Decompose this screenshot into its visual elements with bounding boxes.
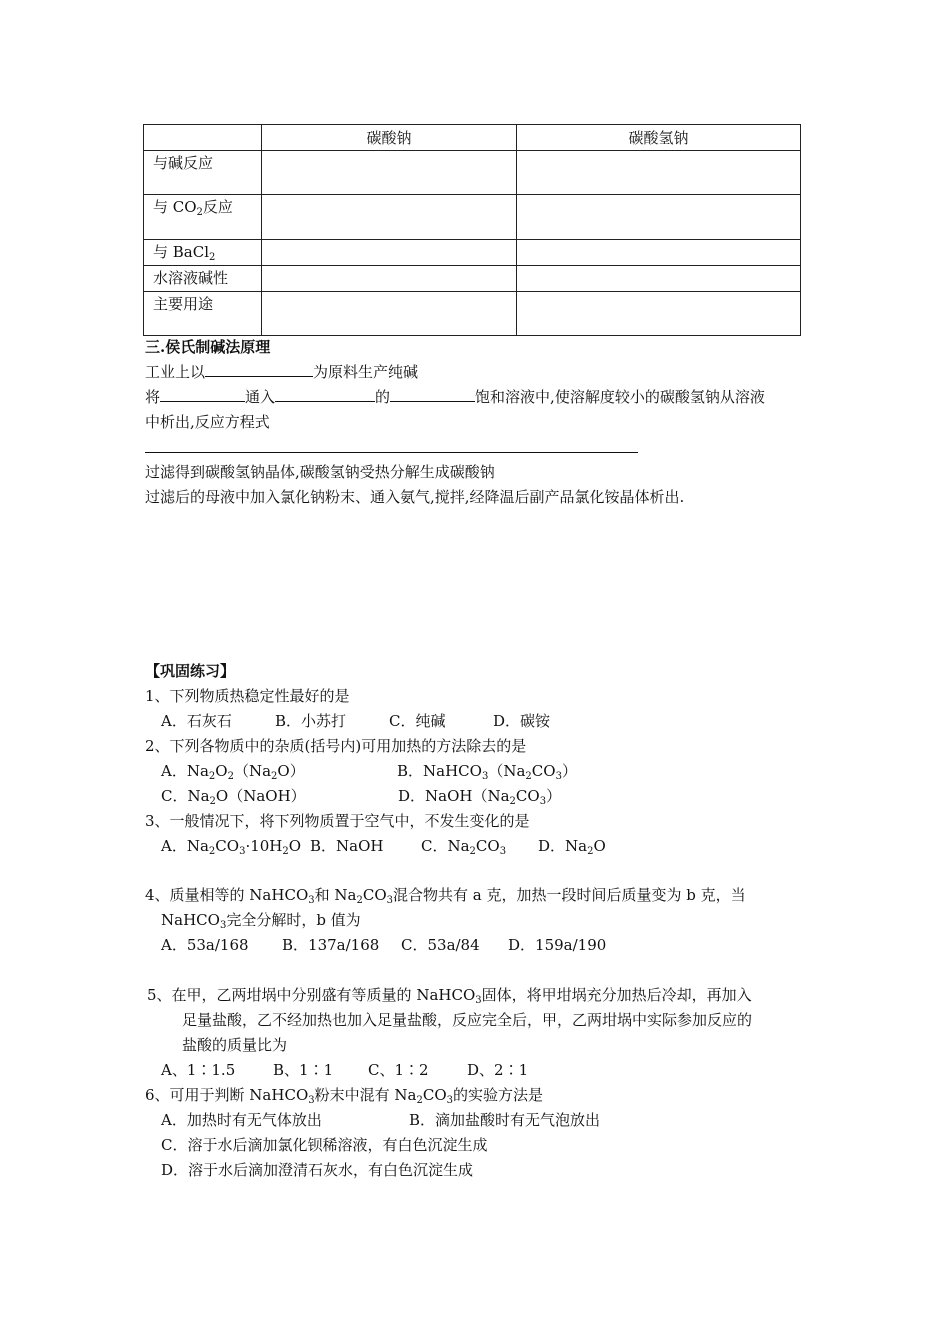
question-4-stem-line1: 4、质量相等的 NaHCO$_3$和 $Na_2CO_3$混合物共有 a 克，加热一段时间后质量变为 b 克，当 [145, 886, 746, 906]
q5-option-c[interactable]: C、1∶2 [368, 1061, 429, 1079]
question-2-stem: 2、下列各物质中的杂质(括号内)可用加热的方法除去的是 [145, 737, 527, 755]
q2-option-d[interactable]: D．$NaOH(Na_2CO_3)$ [398, 787, 562, 807]
answer-cell[interactable] [262, 266, 517, 292]
comparison-table [143, 124, 801, 336]
answer-cell[interactable] [262, 240, 517, 266]
practice-title: 【巩固练习】 [145, 662, 236, 680]
table-row [144, 151, 801, 195]
q3-option-c[interactable]: C．$Na_2CO_3$ [421, 837, 507, 857]
answer-cell[interactable] [262, 292, 517, 336]
section3-line3: 中析出,反应方程式 [145, 413, 270, 431]
answer-cell[interactable] [517, 266, 801, 292]
question-6-stem: 6、可用于判断 NaHCO$_3$粉末中混有 $Na_2CO_3$的实验方法是 [145, 1086, 544, 1106]
table-row [144, 266, 801, 292]
q1-option-c[interactable]: C．纯碱 [389, 712, 446, 730]
q4-option-a[interactable]: A．53a/168 [161, 936, 249, 954]
row-label-uses: 主要用途 [144, 292, 262, 336]
answer-cell[interactable] [517, 151, 801, 195]
q6-option-d[interactable]: D．溶于水后滴加澄清石灰水，有白色沉淀生成 [161, 1161, 474, 1179]
q1-option-b[interactable]: B．小苏打 [275, 712, 347, 730]
table-row [144, 195, 801, 240]
q5-option-a[interactable]: A、1∶1.5 [161, 1061, 236, 1079]
q5-option-d[interactable]: D、2∶1 [467, 1061, 529, 1079]
fill-blank[interactable] [205, 362, 313, 377]
section3-line2: 将 通入 的 饱和溶液中,使溶解度较小的碳酸氢钠从溶液 [145, 388, 765, 406]
answer-cell[interactable] [262, 151, 517, 195]
q4-option-c[interactable]: C．53a/84 [401, 936, 480, 954]
question-4-stem-line2: NaHCO$_3$完全分解时，b 值为 [161, 911, 361, 931]
q2-option-a[interactable]: A．$Na_2O_2(Na_2O)$ [161, 762, 305, 782]
section3-title: 三.侯氏制碱法原理 [145, 338, 271, 356]
question-5-stem-line2: 足量盐酸，乙不经加热也加入足量盐酸，反应完全后，甲，乙两坩埚中实际参加反应的 [182, 1011, 753, 1029]
fill-blank[interactable] [160, 387, 245, 402]
answer-cell[interactable] [517, 195, 801, 240]
q6-option-b[interactable]: B．滴加盐酸时有无气泡放出 [409, 1111, 601, 1129]
section3-line1: 工业上以 为原料生产纯碱 [145, 363, 419, 381]
q6-option-c[interactable]: C．溶于水后滴加氯化钡稀溶液，有白色沉淀生成 [161, 1136, 488, 1154]
table-row [144, 292, 801, 336]
table-header-row [144, 125, 801, 151]
fill-blank[interactable] [390, 387, 475, 402]
answer-cell[interactable] [517, 240, 801, 266]
section3-line4: 过滤得到碳酸氢钠晶体,碳酸氢钠受热分解生成碳酸钠 [145, 463, 495, 481]
question-1-stem: 1、下列物质热稳定性最好的是 [145, 687, 350, 705]
row-label-basicity: 水溶液碱性 [144, 266, 262, 292]
header-cell-empty [144, 125, 262, 151]
q1-option-a[interactable]: A．石灰石 [161, 712, 232, 730]
header-cell-sodium-carbonate: 碳酸钠 [262, 125, 517, 151]
answer-cell[interactable] [517, 292, 801, 336]
q3-option-a[interactable]: A．$Na_2CO_3\cdot 10H_2O$ [161, 837, 302, 857]
q3-option-d[interactable]: D．$Na_2O$ [538, 837, 606, 857]
table-row [144, 240, 801, 266]
q6-option-a[interactable]: A．加热时有无气体放出 [161, 1111, 322, 1129]
header-cell-sodium-bicarbonate: 碳酸氢钠 [517, 125, 801, 151]
q5-option-b[interactable]: B、1∶1 [273, 1061, 334, 1079]
question-5-stem-line1: 5、在甲，乙两坩埚中分别盛有等质量的 NaHCO$_3$固体，将甲坩埚充分加热后冷却，再加入 [147, 986, 752, 1006]
q4-option-d[interactable]: D．159a/190 [508, 936, 607, 954]
q2-option-b[interactable]: B．$NaHCO_3(Na_2CO_3)$ [397, 762, 577, 782]
fill-blank[interactable] [275, 387, 375, 402]
row-label-co2: 与 $CO_2$反应 [144, 195, 262, 240]
section3-line5: 过滤后的母液中加入氯化钠粉末、通入氨气,搅拌,经降温后副产品氯化铵晶体析出. [145, 488, 685, 506]
q2-option-c[interactable]: C．$Na_2O(NaOH)$ [161, 787, 306, 807]
question-5-stem-line3: 盐酸的质量比为 [182, 1036, 288, 1054]
row-label-bacl2: 与 BaCl$_2$ [144, 240, 262, 266]
row-label-alkali: 与碱反应 [144, 151, 262, 195]
answer-cell[interactable] [262, 195, 517, 240]
question-3-stem: 3、一般情况下，将下列物质置于空气中，不发生变化的是 [145, 812, 530, 830]
equation-answer-line[interactable] [145, 452, 638, 453]
q3-option-b[interactable]: B．NaOH [310, 837, 384, 855]
q1-option-d[interactable]: D．碳铵 [493, 712, 551, 730]
q4-option-b[interactable]: B．137a/168 [282, 936, 380, 954]
